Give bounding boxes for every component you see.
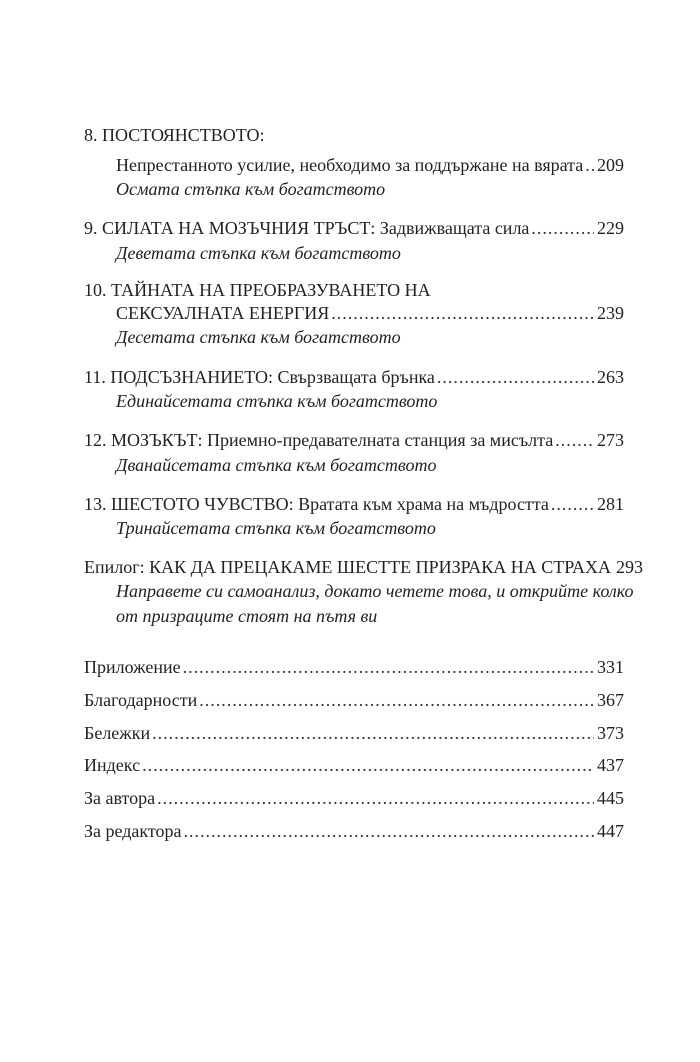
ch9-subtitle: Деветата стъпка към богатството <box>116 243 401 263</box>
page-number: 331 <box>597 657 624 677</box>
ch11-subtitle: Единайсетата стъпка към богатството <box>116 391 438 411</box>
page-number: 373 <box>597 723 624 743</box>
dot-leader <box>183 656 594 678</box>
page-number: 447 <box>597 821 624 841</box>
dot-leader <box>184 820 594 842</box>
page-number: 209 <box>597 155 624 175</box>
epilogue-subtitle-line2: от призраците стоят на пътя ви <box>116 606 378 626</box>
toc-entry-appendix[interactable] <box>84 656 624 678</box>
toc-entry-text: Индекс <box>84 755 141 775</box>
dot-leader <box>555 429 594 451</box>
ch13-subtitle: Тринайсетата стъпка към богатството <box>116 518 436 538</box>
dot-leader <box>142 754 594 776</box>
toc-entry-acknowledgements[interactable] <box>84 689 624 711</box>
toc-entry-text: 9. СИЛАТА НА МОЗЪЧНИЯ ТРЪСТ: Задвижващата сила <box>84 218 530 238</box>
ch8-subtitle: Осмата стъпка към богатството <box>116 179 386 199</box>
ch8-title: 8. ПОСТОЯНСТВОТО: <box>84 125 265 145</box>
toc-entry-ch9[interactable] <box>84 217 624 239</box>
toc-entry-text: Епилог: КАК ДА ПРЕЦАКАМЕ ШЕСТТЕ ПРИЗРАКА НА СТРАХА <box>84 557 612 577</box>
ch10-subtitle: Десетата стъпка към богатството <box>116 327 401 347</box>
dot-leader <box>331 302 594 324</box>
toc-entry-about-author[interactable] <box>84 787 624 809</box>
toc-entry-text: СЕКСУАЛНАТА ЕНЕРГИЯ <box>116 303 330 323</box>
epilogue-subtitle-line1: Направете си самоанализ, докато четете това, и открийте колко <box>116 581 634 601</box>
page-number: 239 <box>597 303 624 323</box>
toc-entry-text: Бележки <box>84 723 151 743</box>
page-number: 367 <box>597 690 624 710</box>
toc-entry-ch12[interactable] <box>84 429 624 451</box>
dot-leader <box>199 689 594 711</box>
dot-leader <box>551 493 594 515</box>
toc-entry-ch10[interactable] <box>116 302 624 324</box>
ch12-subtitle: Дванайсетата стъпка към богатството <box>116 455 437 475</box>
dot-leader <box>585 154 594 176</box>
toc-entry-text: За автора <box>84 788 156 808</box>
toc-entry-about-editor[interactable] <box>84 820 624 842</box>
toc-entry-text: 11. ПОДСЪЗНАНИЕТО: Свързващата брънка <box>84 367 435 387</box>
toc-entry-text: Непрестанното усилие, необходимо за поддържане на вярата <box>116 155 584 175</box>
toc-entry-text: За редактора <box>84 821 182 841</box>
page-number: 445 <box>597 788 624 808</box>
toc-entry-notes[interactable] <box>84 722 624 744</box>
toc-entry-text: Приложение <box>84 657 181 677</box>
page-number: 263 <box>597 367 624 387</box>
page-number: 293 <box>616 557 644 577</box>
page-number: 273 <box>597 430 624 450</box>
ch10-title: 10. ТАЙНАТА НА ПРЕОБРАЗУВАНЕТО НА <box>84 280 431 300</box>
toc-entry-text: 12. МОЗЪКЪТ: Приемно-предавателната станция за мисълта <box>84 430 554 450</box>
dot-leader <box>437 366 594 388</box>
toc-entry-ch11[interactable] <box>84 366 624 388</box>
toc-entry-index[interactable] <box>84 754 624 776</box>
toc-entry-ch8[interactable] <box>116 154 624 176</box>
toc-entry-text: Благодарности <box>84 690 198 710</box>
dot-leader <box>531 217 594 239</box>
dot-leader <box>157 787 594 809</box>
page-number: 281 <box>597 494 624 514</box>
toc-entry-ch13[interactable] <box>84 493 624 515</box>
page-number: 229 <box>597 218 624 238</box>
page-number: 437 <box>597 755 624 775</box>
dot-leader <box>152 722 594 744</box>
toc-entry-epilogue[interactable] <box>84 556 644 578</box>
toc-entry-text: 13. ШЕСТОТО ЧУВСТВО: Вратата към храма на мъдростта <box>84 494 549 514</box>
